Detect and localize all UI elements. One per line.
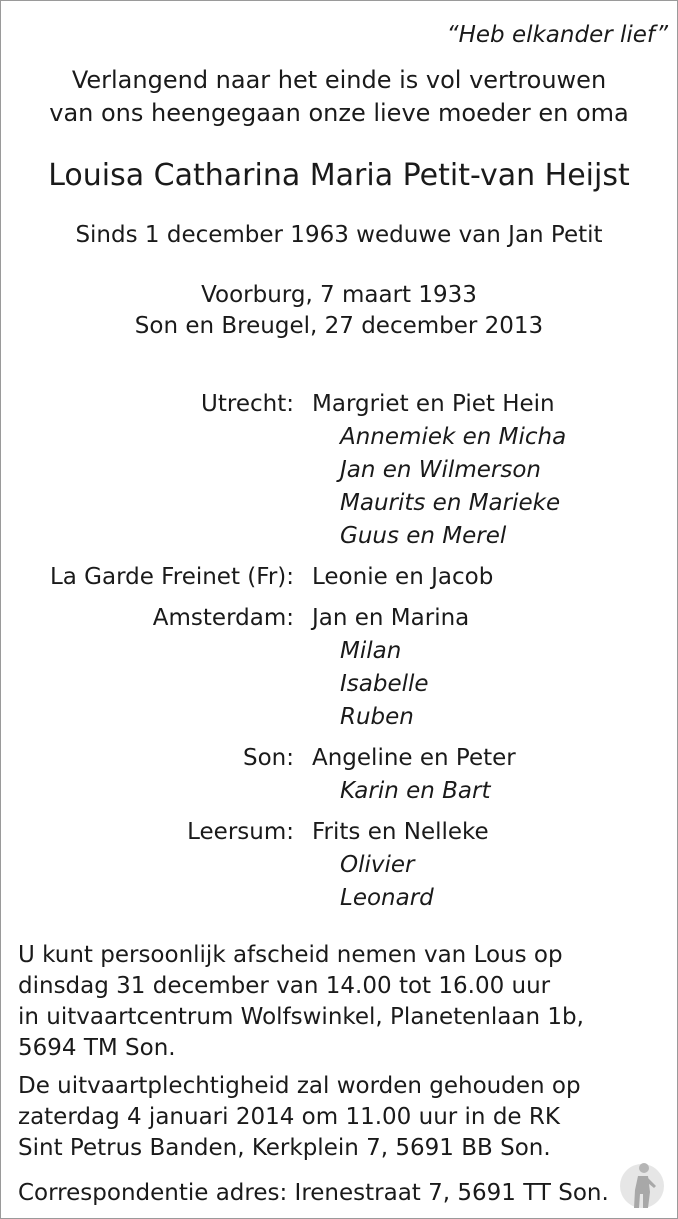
ceremony-line: zaterdag 4 januari 2014 om 11.00 uur in de RK [18,1104,560,1130]
grandchild-name: Karin en Bart [340,778,491,804]
family-list [0,388,678,923]
intro-text [0,64,678,130]
family-members [312,742,678,808]
grandchild-name: Ruben [340,704,414,730]
family-group [0,602,678,734]
grandchild-name: Isabelle [340,671,429,697]
family-place: Leersum: [187,819,294,845]
grandchild-name: Jan en Wilmerson [340,457,541,483]
intro-line: Verlangend naar het einde is vol vertrouwen [71,66,607,94]
family-members [312,816,678,915]
children-names: Margriet en Piet Hein [312,391,555,417]
life-dates [0,280,678,342]
children-names: Leonie en Jacob [312,564,494,590]
family-place: Amsterdam: [152,605,294,631]
family-group [0,388,678,553]
grandchild-name: Milan [340,638,402,664]
family-members [312,602,678,734]
correspondence-address: Correspondentie adres: Irenestraat 7, 5691 TT Son. [18,1180,609,1206]
widow-line: Sinds 1 december 1963 weduwe van Jan Petit [75,222,603,248]
visitation-line: dinsdag 31 december van 14.00 tot 16.00 uur [18,973,551,999]
visitation-line: 5694 TM Son. [18,1035,176,1061]
family-place: La Garde Freinet (Fr): [49,564,294,590]
children-names: Angeline en Peter [312,745,516,771]
children-names: Frits en Nelleke [312,819,489,845]
visitation-line: in uitvaartcentrum Wolfswinkel, Planetenlaan 1b, [18,1004,584,1030]
grandchild-name: Annemiek en Micha [340,424,567,450]
grandchild-name: Guus en Merel [340,523,507,549]
grandchild-name: Maurits en Marieke [340,490,561,516]
birth-line: Voorburg, 7 maart 1933 [201,282,477,308]
visitation-line: U kunt persoonlijk afscheid nemen van Lous op [18,942,563,968]
motto: “Heb elkander lief” [446,22,668,48]
ceremony-line: Sint Petrus Banden, Kerkplein 7, 5691 BB Son. [18,1135,551,1161]
death-line: Son en Breugel, 27 december 2013 [134,313,544,339]
family-group [0,742,678,808]
ceremony-line: De uitvaartplechtigheid zal worden gehouden op [18,1073,581,1099]
visitation-notice [18,940,658,1064]
family-members [312,561,678,594]
children-names: Jan en Marina [312,605,470,631]
ceremony-notice [18,1071,658,1164]
grandchild-name: Leonard [340,885,434,911]
family-group [0,816,678,915]
family-group [0,561,678,594]
grandchild-name: Olivier [340,852,415,878]
intro-line: van ons heengegaan onze lieve moeder en oma [49,99,629,127]
family-place: Son: [243,745,294,771]
family-members [312,388,678,553]
person-figure-icon [618,1156,666,1210]
deceased-name: Louisa Catharina Maria Petit-van Heijst [48,158,630,193]
family-place: Utrecht: [201,391,294,417]
